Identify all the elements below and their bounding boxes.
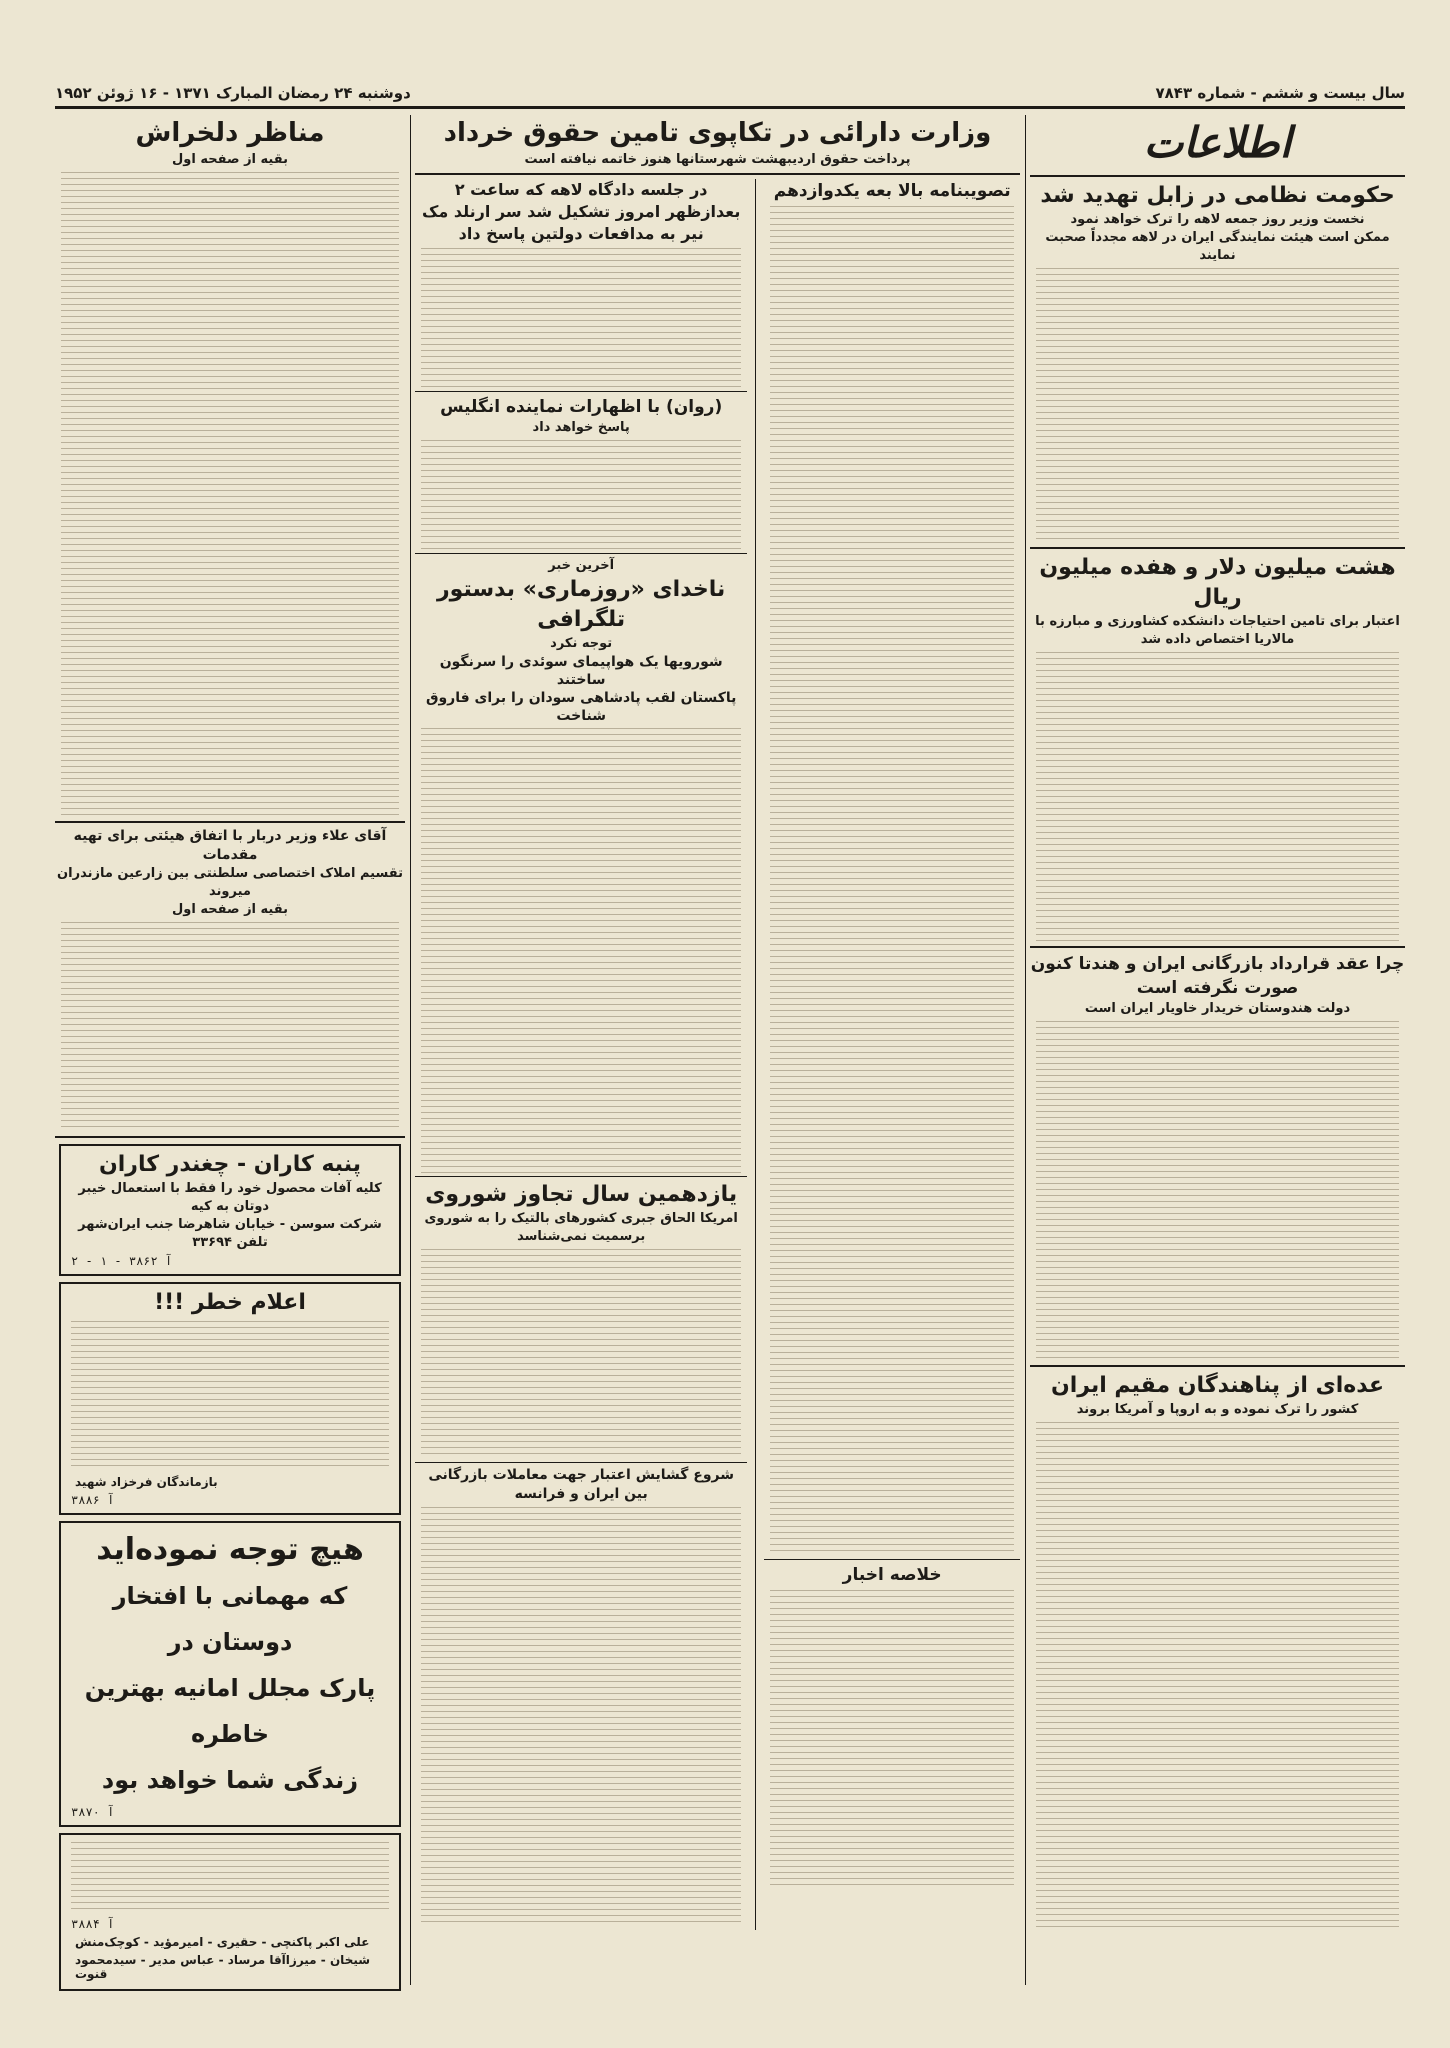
- article-finance-ministry: [415, 115, 1020, 169]
- ad-line: هیچ توجه نموده‌اید: [96, 1532, 364, 1567]
- ad-headline: پنبه کاران - چغندر کاران: [98, 1152, 362, 1177]
- article-body: [770, 206, 1014, 1556]
- article-body: [421, 728, 741, 1173]
- subhead: پاکستان لقب پادشاهی سودان را برای فاروق شناخت: [425, 690, 737, 724]
- subhead: امریکا الحاق جبری کشورهای بالتیک را به شوروی برسمیت نمی‌شناسد: [424, 1211, 738, 1244]
- ad-signature: شیخان - میرزاآقا مرساد - عباس مدیر - سیدمحمود قنوت: [75, 1953, 371, 1981]
- headline: (روان) با اظهارات نماینده انگلیس: [440, 397, 723, 417]
- article-body: [61, 922, 399, 1132]
- article-heartbreaking-scenes: [55, 115, 405, 817]
- ad-line: که مهمانی با افتخار دوستان در: [112, 1582, 348, 1656]
- subhead: کشور را ترک نموده و به اروپا و آمریکا بروند: [1076, 1402, 1359, 1417]
- ad-body: [71, 1321, 389, 1471]
- subhead: ممکن است هیئت نمایندگی ایران در لاهه مجدداً صحبت نمایند: [1045, 230, 1390, 263]
- article-court-minister: [55, 827, 405, 1132]
- ad-address: شرکت سوسن - خیابان شاهرضا جنب ایران‌شهر تلفن ۳۳۶۹۴: [78, 1217, 382, 1250]
- column-rule: [410, 115, 411, 1985]
- article-body: [421, 1507, 741, 1927]
- ad-line: پارک مجلل امانیه بهترین خاطره: [84, 1674, 376, 1748]
- headline: چرا عقد قرارداد بازرگانی ایران و هندتا کنون صورت نگرفته است: [1030, 954, 1405, 998]
- news-summary-body: [770, 1590, 1014, 1890]
- headline: حکومت نظامی در زابل تهدید شد: [1040, 183, 1395, 208]
- headline: یازدهمین سال تجاوز شوروی: [425, 1182, 738, 1207]
- right-column: [1030, 115, 1405, 1995]
- article-body: [61, 172, 399, 817]
- headline: شروع گشایش اعتبار جهت معاملات بازرگانی بین ایران و فرانسه: [428, 1467, 735, 1502]
- subhead: توجه نکرد: [550, 636, 613, 651]
- headline: تصویبنامه بالا بعه یکدوازدهم: [773, 181, 1011, 201]
- article-body: [1036, 268, 1399, 543]
- headline: عده‌ای از پناهندگان مقیم ایران: [1050, 1373, 1385, 1398]
- ad-amaniyeh-park: [59, 1521, 401, 1827]
- left-column: [55, 115, 405, 1995]
- kicker: بقیه از صفحه اول: [172, 902, 288, 917]
- article-body: [421, 440, 741, 550]
- newspaper-logo: اطلاعات: [1143, 118, 1292, 167]
- ad-signature: بازماندگان فرخزاد شهید: [75, 1475, 218, 1489]
- subhead: اعتبار برای تامین احتیاجات دانشکده کشاورزی و مبارزه با مالاریا اختصاص داده شد: [1035, 614, 1400, 647]
- article-refugees: [1030, 1371, 1405, 1932]
- hague-subhead: در جلسه دادگاه لاهه که ساعت ۲ بعدازظهر امروز تشکیل شد سر ارنلد مک نیر به مدافعات دولتین پاسخ داد: [422, 180, 741, 243]
- ad-cotton-growers: [59, 1144, 401, 1276]
- masthead: [55, 80, 1405, 109]
- ad-condolence: [59, 1833, 401, 1991]
- issue-number: سال بیست و ششم - شماره ۷۸۴۳: [1155, 84, 1405, 102]
- middle-right-subcolumn: [764, 179, 1020, 1930]
- article-body: [1036, 1422, 1399, 1932]
- article-body: [421, 248, 741, 388]
- article-martial-law: [1030, 181, 1405, 543]
- issue-date: دوشنبه ۲۴ رمضان المبارک ۱۳۷۱ - ۱۶ ژوئن ۱۹۵۲: [55, 84, 411, 102]
- subhead: تقسیم املاک اختصاصی سلطنتی بین زارعین مازندران میروند: [57, 866, 403, 899]
- subhead: شورویها یک هواپیمای سوئدی را سرنگون ساختند: [439, 654, 723, 688]
- kicker: آخرین خبر: [548, 558, 615, 573]
- column-rule: [755, 179, 756, 1930]
- article-agriculture-credit: [1030, 553, 1405, 942]
- ad-code: آ ۳۸۷۰: [71, 1805, 115, 1819]
- headline: ناخدای «روزماری» بدستور تلگرافی: [437, 577, 726, 632]
- ad-signature: علی اکبر پاکنچی - حقیری - امیرمؤید - کوچک‌منش: [75, 1935, 370, 1949]
- ad-headline: اعلام خطر !!!: [154, 1290, 306, 1315]
- ad-body: کلیه آفات محصول خود را فقط با استعمال خیبر دوتان به کیه: [78, 1181, 382, 1214]
- column-rule: [1025, 115, 1026, 1985]
- headline: خلاصه اخبار: [842, 1565, 942, 1585]
- headline: مناظر دلخراش: [135, 118, 325, 148]
- ad-body: [71, 1842, 389, 1914]
- middle-column: [415, 115, 1020, 1995]
- article-india-trade: [1030, 952, 1405, 1361]
- ad-code: آ ۳۸۶۲ - ۱ - ۲: [71, 1254, 173, 1268]
- subhead: دولت هندوستان خریدار خاویار ایران است: [1084, 1001, 1351, 1016]
- headline: آقای علاء وزیر دربار با اتفاق هیئتی برای تهیه مقدمات: [73, 828, 387, 863]
- article-body: [421, 1249, 741, 1459]
- ad-warning: [59, 1282, 401, 1515]
- subhead: پاسخ خواهد داد: [532, 420, 630, 435]
- kicker: بقیه از صفحه اول: [172, 152, 288, 167]
- middle-subgrid: [415, 179, 1020, 1930]
- subhead: پرداخت حقوق اردیبهشت شهرستانها هنوز خاتمه نیافته است: [524, 152, 911, 167]
- subhead: نخست وزیر روز جمعه لاهه را ترک خواهد نمود: [1070, 212, 1365, 227]
- article-body: [1036, 652, 1399, 942]
- ad-code: آ ۳۸۸۶: [71, 1493, 115, 1507]
- headline: هشت میلیون دلار و هفده میلیون ریال: [1039, 555, 1396, 610]
- headline: وزارت دارائی در تکاپوی تامین حقوق خرداد: [443, 118, 992, 148]
- article-body: [1036, 1021, 1399, 1361]
- ad-code: آ ۳۸۸۴: [71, 1917, 115, 1931]
- ad-line: زندگی شما خواهد بود: [101, 1766, 359, 1794]
- middle-left-subcolumn: [415, 179, 747, 1930]
